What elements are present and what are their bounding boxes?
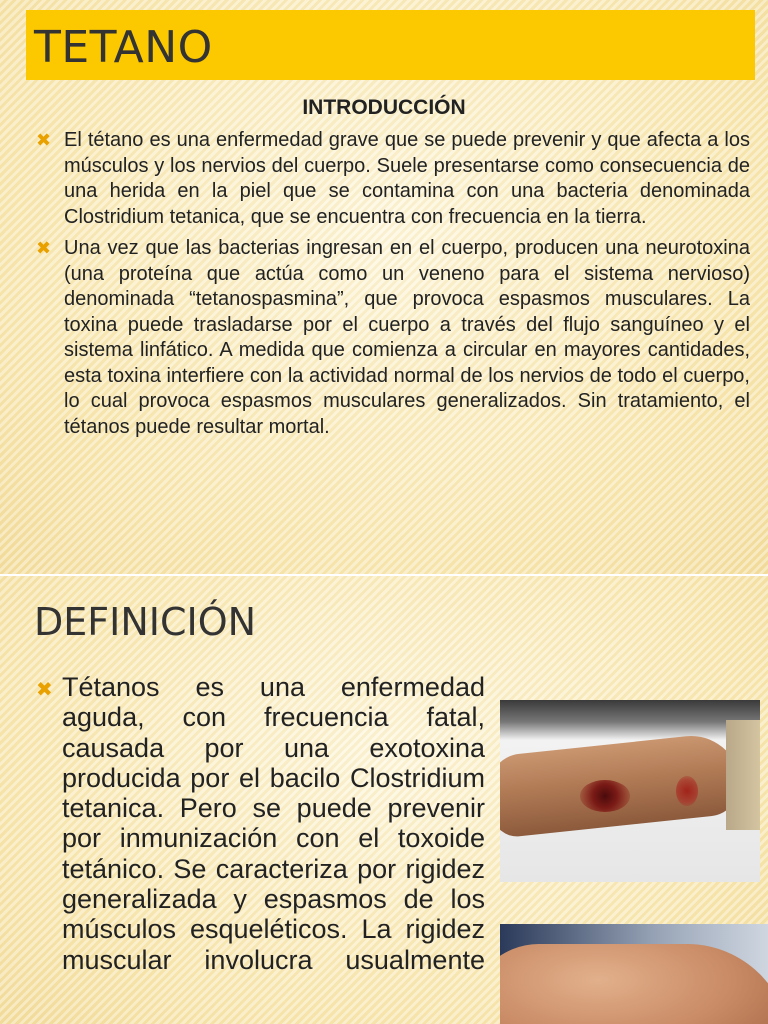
bullet-list [32,672,485,975]
slide-title: TETANO [34,22,213,73]
x-mark-bullet-icon: ✖ [36,238,52,259]
body-shape [500,944,768,1024]
bullet-text: El tétano es una enfermedad grave que se puede prevenir y que afecta a los músculos y los nervios del cuerpo. Suele presentarse como consecuencia de una herida en la piel que se contamina con una bacteria denominada Clostridium tetanica, que se encuentra con frecuencia en la tierra. [64,129,750,228]
bullet-text: Una vez que las bacterias ingresan en el cuerpo, producen una neurotoxina (una proteína que actúa como un veneno para el sistema nervioso) denominada “tetanospasmina”, que provoca espasmos musculares. La toxina puede trasladarse por el cuerpo a través del flujo sanguíneo y el sistema linfático. A medida que comienza a circular en mayores cantidades, esta toxina interfiere con la actividad normal de los nervios de todo el cuerpo, lo cual provoca espasmos musculares generalizados. Sin tratamiento, el tétanos puede resultar mortal. [64,237,750,438]
bullet-item [32,672,485,975]
bullet-item [32,128,750,230]
x-mark-bullet-icon: ✖ [36,677,53,701]
slide-title: DEFINICIÓN [34,600,257,644]
wound-leg-photo [500,700,760,882]
sleeve-shape [726,720,760,830]
bullet-item [32,236,750,440]
slide-subtitle: INTRODUCCIÓN [302,96,466,119]
slide-definicion [0,576,768,1024]
x-mark-bullet-icon: ✖ [36,130,52,151]
wound-mark [676,776,698,806]
wound-mark [580,780,630,812]
patient-photo [500,924,768,1024]
bullet-text: Tétanos es una enfermedad aguda, con frecuencia fatal, causada por una exotoxina producida por el bacilo Clostridium tetanica. Pero se puede prevenir por inmunización con el toxoide tetánico. Se caracteriza por rigidez generalizada y espasmos de los músculos esqueléticos. La rigidez muscular involucra usualmente [62,672,485,975]
bullet-list [32,128,750,446]
